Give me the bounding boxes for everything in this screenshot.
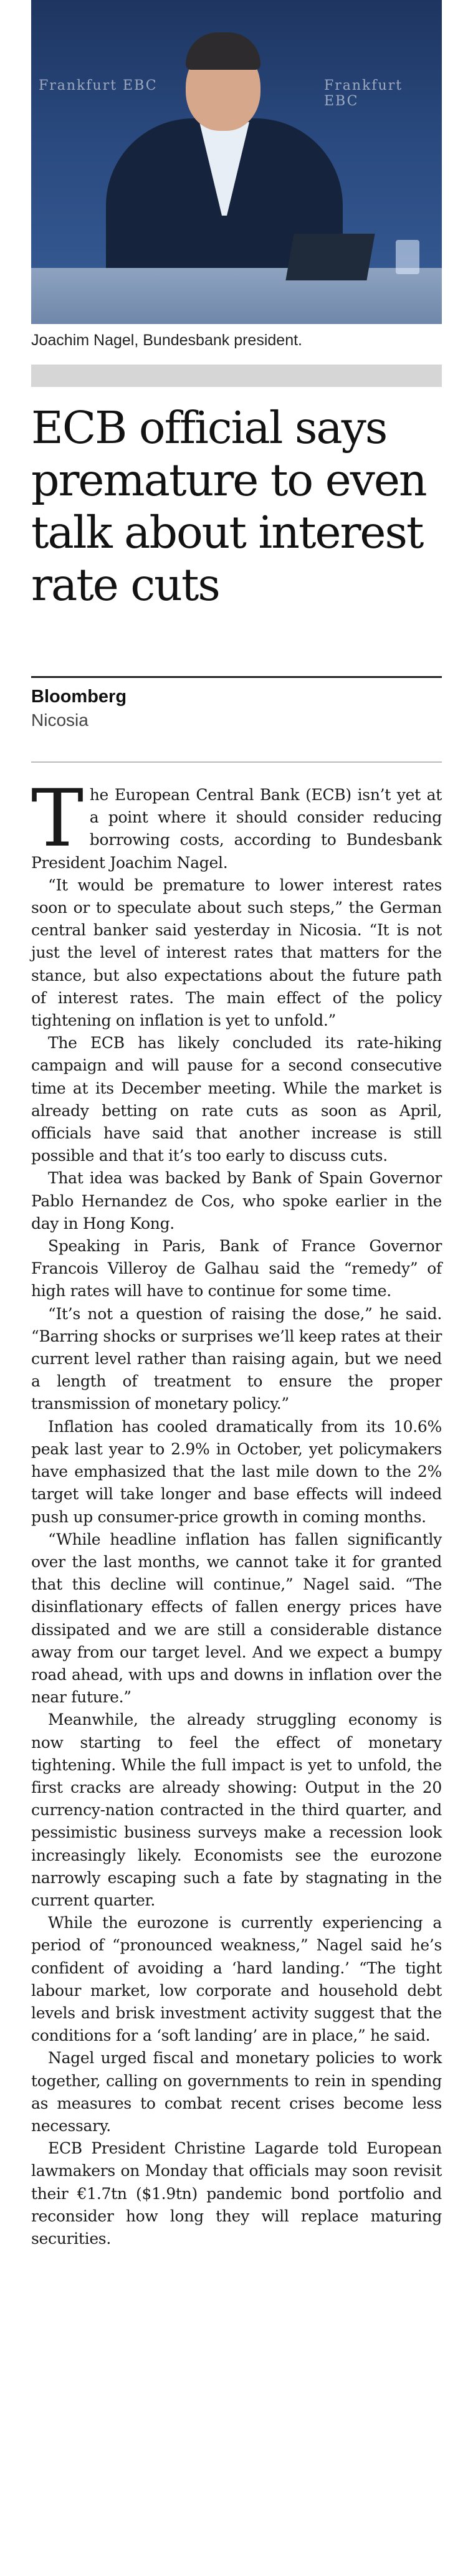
article-paragraph: “It would be premature to lower interest rates soon or to speculate about such steps,” the German central banker said yesterday in Nicosia. “It is not just the level of interest rates that matters for the stance, but also expectations about the future path of interest rates. The main effect of the policy tightening on inflation is yet to unfold.” <box>31 875 442 1030</box>
backdrop-text-right: Frankfurt EBC <box>324 78 403 109</box>
article-lead-paragraph <box>31 773 442 874</box>
article-paragraph: Nagel urged fiscal and monetary policies to work together, calling on governments to rein in spending as measures to combat recent crises become less necessary. <box>31 2049 442 2135</box>
photo-caption: Joachim Nagel, Bundesbank president. <box>31 332 302 349</box>
section-divider <box>31 365 442 387</box>
speaker-hair <box>186 32 260 70</box>
byline-source: Bloomberg <box>31 687 127 707</box>
article-paragraph: ECB President Christine Lagarde told European lawmakers on Monday that officials may soon revisit their €1.7tn ($1.9tn) pandemic bond portfolio and reconsider how long they will replace maturing securities. <box>31 2139 442 2248</box>
article-body <box>31 773 442 2250</box>
article-paragraph: The ECB has likely concluded its rate-hiking campaign and will pause for a second consecutive time at its December meeting. While the market is already betting on rate cuts as soon as April, officials have said that another increase is still possible and that it’s too early to discuss cuts. <box>31 1034 442 1165</box>
lead-text: he European Central Bank (ECB) isn’t yet at a point where it should consider reducing borrowing costs, according to Bundesbank President Joachim Nagel. <box>31 786 442 872</box>
article-paragraph: That idea was backed by Bank of Spain Governor Pablo Hernandez de Cos, who spoke earlier in the day in Hong Kong. <box>31 1169 442 1233</box>
podium-desk <box>31 268 442 324</box>
article-paragraph: “While headline inflation has fallen significantly over the last months, we cannot take it for granted that this decline will continue,” Nagel said. “The disinflationary effects of fallen energy prices have dissipated and we are still a considerable distance away from our target level. And we expect a bumpy road ahead, with ups and downs in inflation over the near future.” <box>31 1530 442 1707</box>
article-paragraph: Meanwhile, the already struggling economy is now starting to feel the effect of monetary tightening. While the full impact is yet to unfold, the first cracks are already showing: Output in the 20 currency-nation contracted in the third quarter, and pessimistic business surveys make a recession look increasingly likely. Economists see the eurozone narrowly escaping such a fate by stagnating in the current quarter. <box>31 1710 442 1909</box>
article-paragraph: “It’s not a question of raising the dose,” he said. “Barring shocks or surprises we’ll keep rates at their current level rather than raising again, but we need a length of treatment to ensure the proper transmission of monetary policy.” <box>31 1304 442 1413</box>
article-photo <box>31 0 442 324</box>
article-paragraph: While the eurozone is currently experiencing a period of “pronounced weakness,” Nagel said he’s confident of avoiding a ‘hard landing.’ “The tight labour market, low corporate and household debt levels and brisk investment activity suggest that the conditions for a ‘soft landing’ are in place,” he said. <box>31 1914 442 2045</box>
article-paragraph: Speaking in Paris, Bank of France Governor Francois Villeroy de Galhau said the “remedy” of high rates will have to continue for some time. <box>31 1237 442 1300</box>
byline-location: Nicosia <box>31 710 88 730</box>
body-divider <box>31 761 442 763</box>
backdrop-text-left: Frankfurt EBC <box>39 78 158 93</box>
article-paragraph: Inflation has cooled dramatically from its 10.6% peak last year to 2.9% in October, yet policymakers have emphasized that the last mile down to the 2% target will take longer and base effects will indeed push up consumer-price growth in coming months. <box>31 1417 442 1526</box>
drop-cap: T <box>31 773 84 864</box>
headline: ECB official says premature to even talk about interest rate cuts <box>31 402 426 611</box>
laptop-icon <box>285 234 375 280</box>
byline-divider <box>31 676 442 678</box>
water-glass-icon <box>396 240 419 274</box>
